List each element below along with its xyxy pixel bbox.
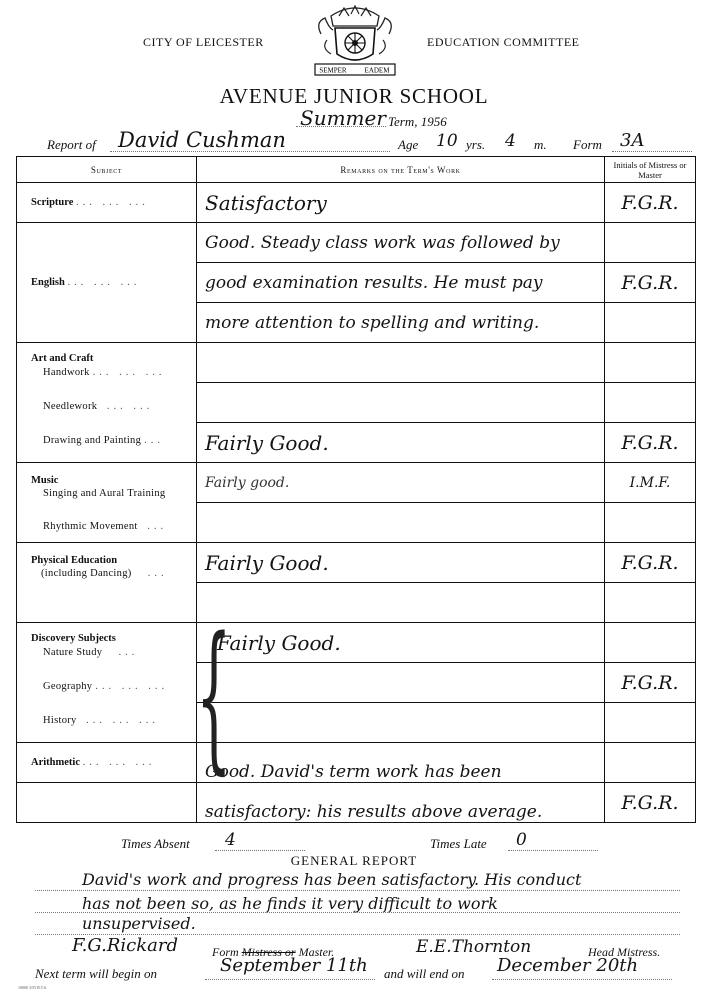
discovery-initials-blank-3 [605,703,696,743]
general-report-line-3: unsupervised. [82,914,196,933]
yrs-label: yrs. [466,137,486,152]
art-row-1 [17,343,696,383]
art-remark-blank-2 [197,383,605,423]
arithmetic-row-2 [17,783,696,823]
form-dotted-line [612,151,692,152]
singing-remark: Fairly good. [197,463,605,503]
pupil-name: David Cushman [118,128,286,152]
term-dotted-line [296,126,386,127]
next-term-start: September 11th [220,955,368,976]
pe-initials: F.G.R. [605,543,696,583]
arithmetic-row-1 [17,743,696,783]
drawing-label: Drawing and Painting ... [43,435,164,446]
history-label: History ... ... ... [43,715,160,726]
english-initials-blank-3 [605,303,696,343]
late-value: 0 [516,830,527,850]
arithmetic-remark-line-1: Good. David's term work has been [197,743,605,783]
crest-emblem [311,4,399,76]
age-label: Age [398,137,419,152]
general-report-line-1: David's work and progress has been satisfactory. His conduct [82,870,582,889]
singing-initials: I.M.F. [605,463,696,503]
report-of-label: Report of [47,137,96,152]
discovery-remark-blank-2 [197,663,605,703]
discovery-remark: Fairly Good. [197,623,605,663]
next-term-label: Next term will begin on [35,966,158,981]
pe-sublabel: (including Dancing) ... [41,568,168,579]
term-value: Summer [300,106,386,130]
teacher-signature: F.G.Rickard [72,935,179,956]
general-report-line-2: has not been so, as he finds it very difficult to work [82,894,498,913]
arithmetic-initials-blank [605,743,696,783]
absent-dotted-line [215,850,305,851]
general-report-title: GENERAL REPORT [290,853,418,868]
initials-column-header: Initials of Mistress or Master [605,157,696,183]
arithmetic-remark-line-2: satisfactory: his results above average. [197,783,605,823]
start-dotted-line [205,979,375,980]
struck-mistress-text: Mistress or [241,945,296,959]
drawing-remark: Fairly Good. [197,423,605,463]
pe-label: Physical Education [31,555,118,566]
art-remark-blank-1 [197,343,605,383]
absent-label: Times Absent [121,836,190,851]
rhythmic-label: Rhythmic Movement ... [43,521,168,532]
pe-initials-blank [605,583,696,623]
geography-label: Geography ... ... ... [43,681,169,692]
english-initials: F.G.R. [605,263,696,303]
needlework-label: Needlework ... ... [43,401,154,412]
english-remark-line-1: Good. Steady class work was followed by [197,223,605,263]
motto-left-text: SEMPER [319,66,347,75]
music-row-1 [17,463,696,503]
table-header-row [17,157,696,183]
pe-remark: Fairly Good. [197,543,605,583]
english-remark-line-3: more attention to spelling and writing. [197,303,605,343]
term-label: Term, 1956 [388,114,447,129]
art-subject-cell [17,343,197,463]
motto-right-text: EADEM [364,66,390,75]
drawing-initials: F.G.R. [605,423,696,463]
arithmetic-subject-blank [17,783,197,823]
remarks-column-header: Remarks on the Term's Work [197,157,605,183]
music-remark-blank [197,503,605,543]
nature-label: Nature Study ... [43,647,139,658]
music-label: Music [31,475,59,486]
discovery-label: Discovery Subjects [31,633,116,644]
art-initials-blank-1 [605,343,696,383]
handwork-label: Handwork ... ... ... [43,367,166,378]
scripture-remark: Satisfactory [197,183,605,223]
english-remark-line-2: good examination results. He must pay [197,263,605,303]
next-term-end: December 20th [497,955,639,976]
arithmetic-label: Arithmetic ... ... ... [17,743,197,783]
age-months: 4 [505,131,516,151]
english-row-1 [17,223,696,263]
pe-subject-cell [17,543,197,623]
committee-label: EDUCATION COMMITTEE [427,35,580,49]
music-subject-cell [17,463,197,543]
end-label: and will end on [384,966,465,981]
discovery-row-1 [17,623,696,663]
general-dotted-2 [35,912,680,913]
pe-remark-blank [197,583,605,623]
discovery-initials: F.G.R. [605,663,696,703]
discovery-remark-blank-3 [197,703,605,743]
name-dotted-line [110,151,390,152]
discovery-brace: { [196,602,232,789]
form-label: Form [573,137,602,152]
pe-row-1 [17,543,696,583]
age-years: 10 [436,131,458,151]
scripture-label: Scripture ... ... ... [17,183,197,223]
late-dotted-line [508,850,598,851]
discovery-subject-cell [17,623,197,743]
subjects-table [16,156,696,823]
english-label: English ... ... ... [17,223,197,343]
music-initials-blank [605,503,696,543]
english-initials-blank-1 [605,223,696,263]
city-label: CITY OF LEICESTER [143,35,264,49]
head-signature: E.E.Thornton [416,937,532,957]
art-label: Art and Craft [31,353,94,364]
subject-column-header: Subject [17,157,197,183]
art-initials-blank-2 [605,383,696,423]
general-dotted-1 [35,890,680,891]
scripture-row [17,183,696,223]
arithmetic-initials: F.G.R. [605,783,696,823]
head-mistress-label: Head Mistress. [588,945,661,959]
form-master-label: Form Mistress or Master. [212,945,335,959]
absent-value: 4 [225,830,236,850]
scripture-initials: F.G.R. [605,183,696,223]
print-code: 10000 3/55 B.T.S. [18,985,48,990]
singing-label: Singing and Aural Training [43,488,166,499]
late-label: Times Late [430,836,487,851]
form-value: 3A [620,130,645,151]
end-dotted-line [492,979,672,980]
school-title: AVENUE JUNIOR SCHOOL [219,84,489,108]
discovery-initials-blank-1 [605,623,696,663]
months-label: m. [534,137,547,152]
